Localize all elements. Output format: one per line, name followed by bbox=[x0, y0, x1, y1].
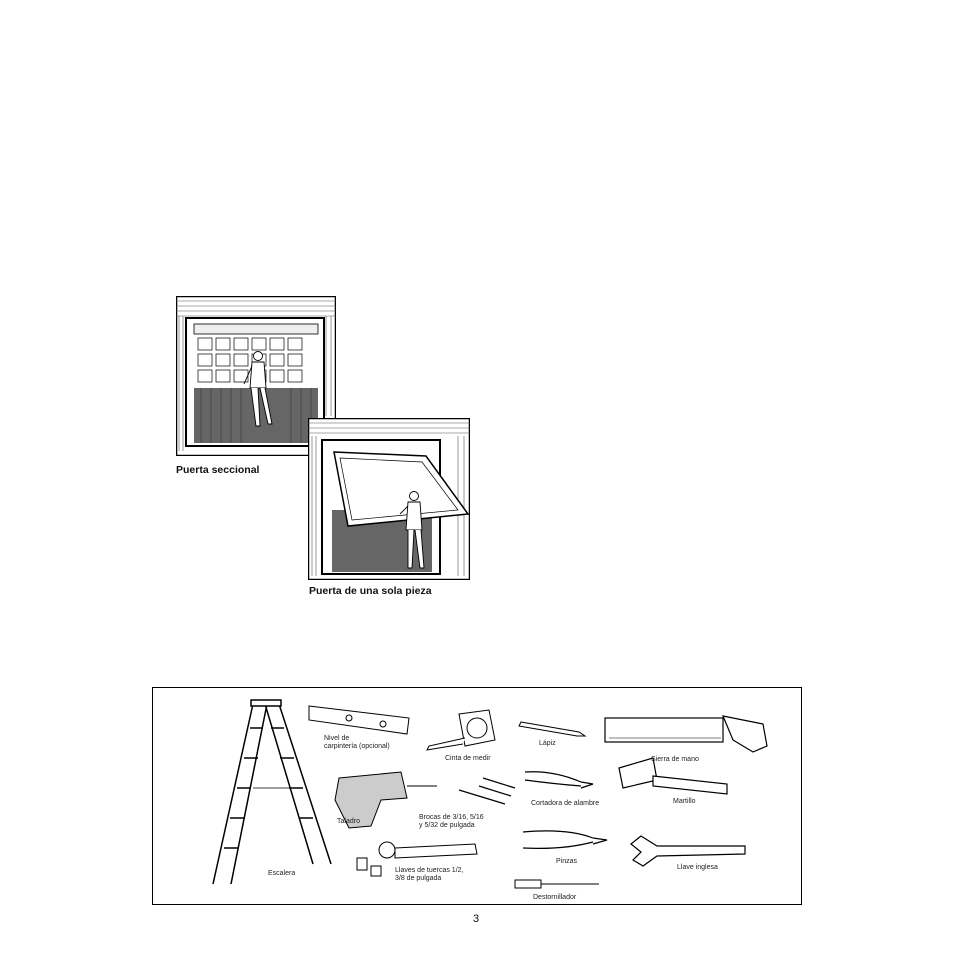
hand-saw-icon bbox=[605, 716, 767, 752]
tape-label: Cinta de medir bbox=[445, 755, 491, 762]
level-label: Nivel de carpintería (opcional) bbox=[324, 735, 390, 750]
page-number: 3 bbox=[473, 913, 480, 925]
screwdriver-label: Destornillador bbox=[533, 894, 577, 901]
wrench-label: Llave inglesa bbox=[677, 864, 718, 871]
hammer-label: Martillo bbox=[673, 798, 696, 805]
level-icon bbox=[309, 706, 409, 734]
tape-measure-icon bbox=[427, 710, 495, 750]
drill-bits-icon bbox=[459, 778, 515, 804]
pliers-label: Pinzas bbox=[556, 858, 578, 865]
one-piece-door-illustration bbox=[308, 418, 470, 580]
adjustable-wrench-icon bbox=[631, 836, 745, 866]
drill-label: Taladro bbox=[337, 818, 360, 825]
one-piece-door-caption: Puerta de una sola pieza bbox=[309, 585, 432, 597]
screwdriver-icon bbox=[515, 880, 599, 888]
pencil-icon bbox=[519, 722, 585, 736]
sectional-door-caption: Puerta seccional bbox=[176, 464, 260, 476]
pencil-label: Lápiz bbox=[539, 740, 556, 747]
bits-label: Brocas de 3/16, 5/16 y 5/32 de pulgada bbox=[419, 814, 484, 829]
ladder-label: Escalera bbox=[268, 870, 296, 877]
pliers-icon bbox=[523, 831, 607, 849]
sockets-label: Llaves de tuercas 1/2, 3/8 de pulgada bbox=[395, 867, 464, 882]
saw-label: Sierra de mano bbox=[651, 756, 699, 763]
tools-box bbox=[152, 687, 802, 905]
wire-cutter-icon bbox=[525, 772, 593, 788]
wire-cutter-label: Cortadora de alambre bbox=[531, 800, 600, 807]
ladder-icon bbox=[213, 700, 331, 884]
